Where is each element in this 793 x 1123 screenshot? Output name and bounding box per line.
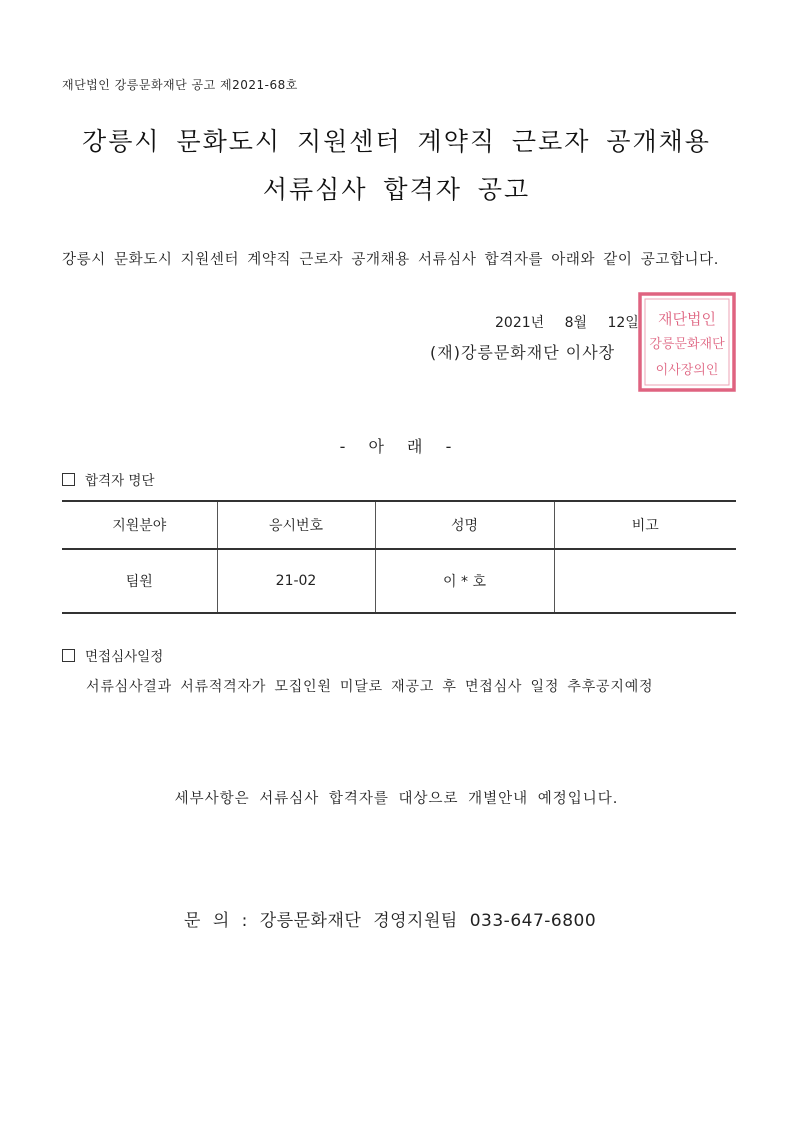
cell-name: 이 * 호 — [375, 549, 554, 613]
passers-table — [62, 500, 736, 614]
section-heading-label: 합격자 명단 — [85, 473, 155, 489]
interview-schedule-note: 서류심사결과 서류적격자가 모집인원 미달로 재공고 후 면접심사 일정 추후공지예정 — [86, 679, 654, 695]
page-title-line1: 강릉시 문화도시 지원센터 계약직 근로자 공개채용 — [82, 127, 711, 156]
column-header-field: 지원분야 — [112, 518, 167, 534]
cell-field: 팀원 — [125, 574, 153, 590]
column-header-number: 응시번호 — [217, 501, 375, 549]
remark-heading: - 아 래 - — [339, 437, 454, 456]
column-header-note: 비고 — [554, 501, 736, 549]
column-header-name: 성명 — [375, 501, 554, 549]
section-heading-label: 면접심사일정 — [85, 649, 164, 665]
page-title-line2: 서류심사 합격자 공고 — [262, 175, 531, 204]
notice-number: 재단법인 강릉문화재단 공고 제2021-68호 — [62, 78, 298, 92]
checkbox-icon — [62, 473, 75, 486]
intro-paragraph: 강릉시 문화도시 지원센터 계약직 근로자 공개채용 서류심사 합격자를 아래와 같이 공고합니다. — [62, 252, 719, 268]
notice-date: 2021년 8월 12일 — [495, 315, 639, 331]
section-heading-interview — [62, 645, 163, 665]
checkbox-icon — [62, 649, 75, 662]
cell-number: 21-02 — [217, 549, 375, 613]
seal-text-1: 재단법인 — [658, 310, 716, 328]
issuer-name: (재)강릉문화재단 이사장 — [430, 343, 616, 362]
seal-text-2: 강릉문화재단 — [649, 337, 725, 352]
contact-info: 문 의 : 강릉문화재단 경영지원팀 033-647-6800 — [184, 911, 597, 931]
details-note: 세부사항은 서류심사 합격자를 대상으로 개별안내 예정입니다. — [174, 791, 619, 807]
official-seal — [636, 290, 738, 394]
table-header-row — [62, 501, 736, 549]
seal-text-3: 이사장의인 — [655, 363, 719, 378]
section-heading-passers — [62, 469, 155, 489]
cell-note — [554, 549, 736, 613]
table-row — [62, 549, 736, 613]
